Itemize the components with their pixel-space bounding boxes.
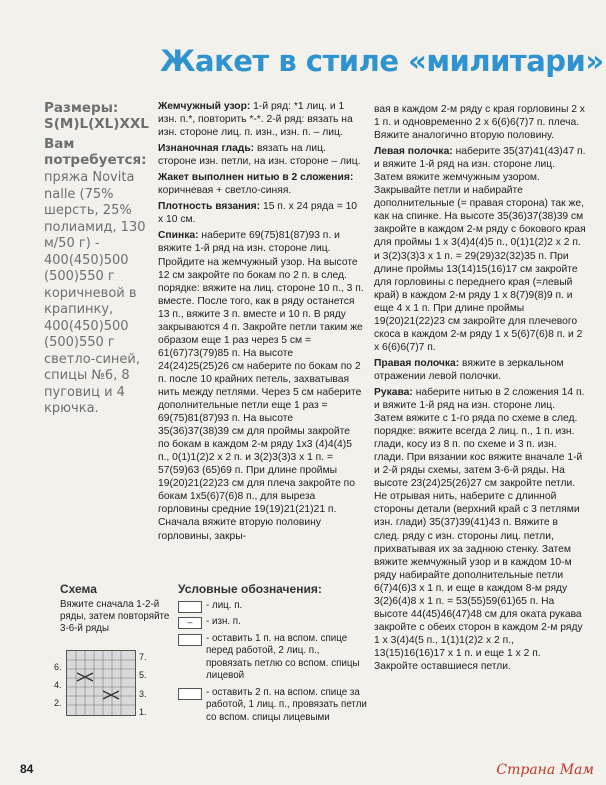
paragraph: вая в каждом 2-м ряду с края горловины 2 х 1 п. и одновременно 2 х 6(6)6(7)7 п. плеча. Вяжите аналогично вторую половину. (374, 104, 585, 142)
materials-label: Вам потребуется: (44, 136, 147, 168)
legend-text: - изн. п. (206, 616, 241, 627)
knit-symbol-icon (178, 601, 202, 613)
legend-text: - лиц. п. (206, 599, 243, 611)
purl-symbol-icon: – (178, 617, 202, 629)
legend-item (178, 633, 368, 683)
paragraph: Жакет выполнен нитью в 2 сложения: коричневая + светло-синяя. (158, 172, 354, 197)
instructions-column-2 (374, 103, 586, 676)
paragraph: Жемчужный узор: 1-й ряд: *1 лиц. и 1 изн. п.*, повторить *-*. 2-й ряд: вязать на изн. стороне лиц. п. изн., изн. п. – лиц. (158, 101, 353, 139)
legend-text: - оставить 1 п. на вспом. спице перед работой, 2 лиц. п., провязать петлю со вспом. спицы лицевой (206, 632, 360, 681)
schema-heading: Схема (60, 582, 97, 596)
legend-item (178, 687, 368, 725)
knitting-chart (66, 650, 136, 716)
row-label: 3. (139, 689, 147, 699)
schema-text: Вяжите сначала 1-2-й ряды, затем повторяйте 3-6-й ряды (60, 599, 170, 634)
paragraph: Изнаночная гладь: вязать на лиц. стороне изн. петли, на изн. стороне – лиц. (158, 143, 361, 168)
paragraph: Правая полочка: вяжите в зеркальном отражении левой полочки. (374, 357, 564, 382)
legend-text: - оставить 2 п. на вспом. спице за работой, 1 лиц. п., провязать петли со вспом. спицы лицевыми (206, 686, 367, 723)
legend-item (178, 600, 368, 613)
page-title: Жакет в стиле «милитари» (160, 44, 604, 78)
watermark-logo: Страна Мам (496, 762, 594, 778)
paragraph: Плотность вязания: 15 п. х 24 ряда = 10 х 10 см. (158, 201, 358, 226)
cross-right-symbol-icon (178, 688, 202, 700)
materials-text: пряжа Novita nalle (75% шерсть, 25% полиамид, 130 м/50 г) - 400(450)500 (500)550 г коричневой в крапинку, 400(450)500 (500)550 г светло-синей, спицы №6, 8 пуговиц и 4 крючка. (44, 170, 146, 416)
chart-grid-graphic (67, 651, 135, 715)
row-label: 7. (139, 652, 147, 662)
row-label: 1. (139, 707, 147, 717)
instructions-column-1 (158, 100, 364, 546)
sizes-label: Размеры: (44, 100, 119, 116)
legend-item (178, 616, 368, 629)
materials-sidebar (44, 100, 154, 418)
paragraph: Рукава: наберите нитью в 2 сложения 14 п. и вяжите 1-й ряд на изн. стороне лиц. Затем вяжите с 1-го ряда по схеме в след. порядке: вяжите всегда 2 лиц. п., 1 п. изн. глади, косу из 8 п. по схеме и 3 п. изн. глади. При вязании кос вяжите вначале 1-й и 2-й ряды схемы, затем 3-6-й ряды. На высоте 23(24)25(26)27 см закройте петли. Не отрывая нить, наберите с длинной стороны детали (верхний край с 3 петлями изн. глади) 35(37)39(41)43 п. Вяжите в след. ряду с изн. стороны лиц. петли, прихватывая их за заднюю стенку. Затем вяжите жемчужный узор и в каждом 10-м ряду набирайте дополнительные петли 6(7)4(6)3 х 1 п. и еще в каждом 8-м ряду 3(2)6(4)8 х 1 п. = 53(55)59(61)65 п. На высоте 44(45)46(47)48 см для оката рукава закройте с обеих сторон в каждом 2-м ряду 1 х 3(4)4(5 п., 1(1)1(2)2 х 2 п., 13(15)16(16)17 х 1 п. и еще 1 х 2 п. Закройте оставшиеся петли. (374, 386, 585, 672)
row-label: 6. (54, 662, 62, 672)
row-label: 2. (54, 698, 62, 708)
paragraph: Спинка: наберите 69(75)81(87)93 п. и вяжите 1-й ряд на изн. стороне лиц. Пройдите на жемчужный узор. На высоте 12 см закройте по бокам по 2 п. в след. порядке: вяжите на лиц. стороне 10 п., 3 п. вместе. После того, как в ряду останется 13 п., вяжите 3 п. вместе и 10 п. В ряду закрываются 4 п. Закройте петли таким же образом еще 1 раз через 5 см = 61(67)73(79)85 п. На высоте 24(24)25(25)26 см наберите по бокам по 2 п. после 10 крайних петель, захватывая нить между петлями. Через 5 см наберите дополнительные петли еще 1 раз = 69(75)81(87)93 п. На высоте 35(36)37(38)39 см для проймы закройте по бокам в каждом 2-м ряду 1х3 (4)4(4)5 п., 0(1)1(2)2 х 2 п. и 3(2)3(3)3 х 1 п. = 57(59)63 (65)69 п. При длине проймы 19(20)21(22)23 см для плеча закройте по бокам 1х5(6)7(6)8 п., для выреза горловины средние 19(19)21(21)21 п. Сначала вяжите вторую половину горловины, закры- (158, 230, 364, 542)
page-number: 84 (20, 762, 34, 776)
cross-left-symbol-icon (178, 634, 202, 646)
paragraph: Левая полочка: наберите 35(37)41(43)47 п. и вяжите 1-й ряд на изн. стороне лиц. Затем вяжите жемчужным узором. Закрывайте петли и набирайте дополнительные (= правая сторона) так же, как на спинке. На высоте 35(36)37(38)39 см закройте в каждом 2-м ряду с бокового края для проймы 1 х 3(4)4(4)5 п., 0(1)1(2)2 х 2 п. и 3(2)3(3)3 х 1 п. = 29(29)32(32)35 п. При длине проймы 13(14)15(16)17 см закройте для горловины с переднего края (=левый край) в каждом 2-м ряду 1 х 8(7)9(8)9 п. и еще 4 х 1 п. При длине проймы 19(20)21(22)23 см закройте для плечевого скоса в каждом 2-м ряду 1 х 5(6)7(6)8 п. и 2 х 6(6)6(7)7 п. (374, 146, 586, 353)
legend-heading: Условные обозначения: (178, 582, 322, 596)
row-label: 5. (139, 670, 147, 680)
sizes-value: S(M)L(XL)XXL (44, 116, 149, 132)
schema-section (60, 583, 180, 635)
row-label: 4. (54, 680, 62, 690)
legend-section (178, 583, 368, 728)
